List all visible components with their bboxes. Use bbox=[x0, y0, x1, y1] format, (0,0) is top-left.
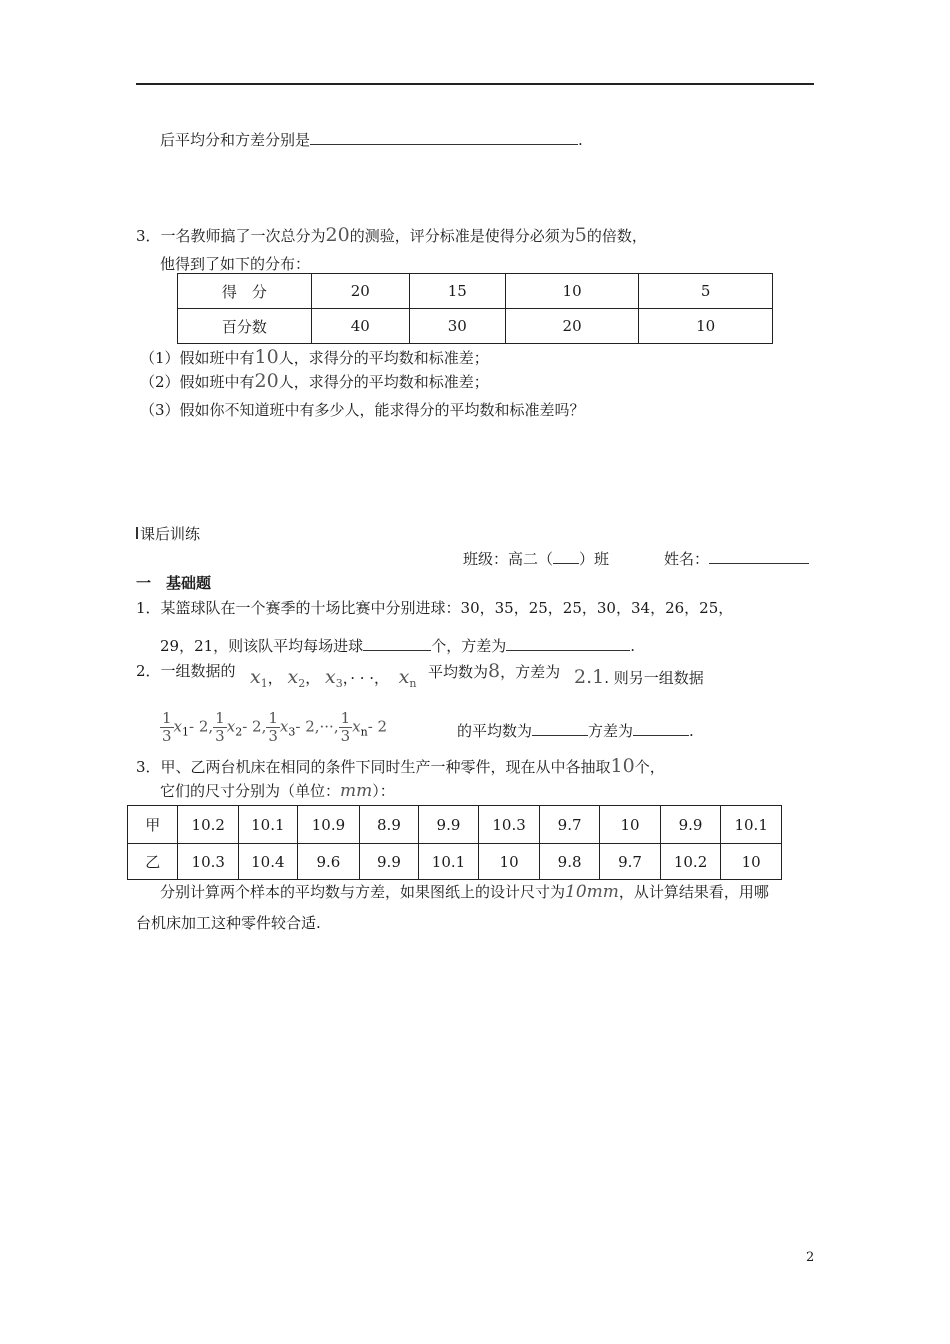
header-rule bbox=[136, 83, 814, 85]
table-cell: 20 bbox=[311, 274, 409, 309]
table-cell: 9.9 bbox=[660, 806, 721, 844]
table-cell: 得 分 bbox=[178, 274, 312, 309]
table-cell: 10.3 bbox=[178, 844, 239, 880]
table-cell: 20 bbox=[505, 309, 639, 344]
p3-line2: 它们的尺寸分别为（单位：mm）： bbox=[160, 781, 395, 801]
table-cell: 10.3 bbox=[479, 806, 540, 844]
table-cell: 9.7 bbox=[600, 844, 660, 880]
table-cell: 10.1 bbox=[239, 806, 298, 844]
table-cell: 9.7 bbox=[539, 806, 599, 844]
p3-line3: 分别计算两个样本的平均数与方差，如果图纸上的设计尺寸为10mm，从计算结果看，用哪 bbox=[160, 882, 769, 902]
table-cell: 15 bbox=[409, 274, 505, 309]
table-cell: 10 bbox=[479, 844, 540, 880]
p2-line2-rest: 的平均数为 方差为 . bbox=[457, 722, 694, 740]
p2-variance: 2.1. 则另一组数据 bbox=[574, 666, 704, 688]
table-cell: 甲 bbox=[128, 806, 178, 844]
p1-line2: 29，21，则该队平均每场进球 个，方差为 . bbox=[160, 637, 635, 655]
p2-line1-rest: 平均数为8，方差为 bbox=[428, 660, 561, 682]
table-cell: 10 bbox=[721, 844, 782, 880]
q3-line2: 他得到了如下的分布： bbox=[160, 255, 311, 273]
table-cell: 9.8 bbox=[539, 844, 599, 880]
class-blank[interactable] bbox=[553, 563, 579, 564]
table-cell: 9.6 bbox=[297, 844, 360, 880]
name-blank[interactable] bbox=[709, 563, 809, 564]
table-cell: 8.9 bbox=[360, 806, 418, 844]
table-cell: 百分数 bbox=[178, 309, 312, 344]
table-cell: 10.9 bbox=[297, 806, 360, 844]
table-cell: 10.4 bbox=[239, 844, 298, 880]
class-field: 班级：高二（ ）班 bbox=[463, 550, 610, 568]
table-cell: 9.9 bbox=[418, 806, 479, 844]
top-line: 后平均分和方差分别是 . bbox=[160, 131, 583, 149]
p2-data-vars: $x_1$， $x_2$， $x_3$，· · ·， $x_n$ bbox=[250, 666, 417, 690]
score-distribution-table bbox=[177, 273, 773, 344]
q3-sub3: （3）假如你不知道班中有多少人，能求得分的平均数和标准差吗？ bbox=[140, 401, 585, 419]
table-cell: 30 bbox=[409, 309, 505, 344]
q3-sub1: （1）假如班中有10人，求得分的平均数和标准差； bbox=[140, 346, 489, 368]
p2-expression: $\frac{1}{3}$ $x_1-$ 2, $\frac{1}{3}$ $x_2-$ 2, $\frac{1}{3}$ $x_3-$ 2,···, $\frac{1}{3}$ $x_n-$ 2 bbox=[162, 709, 388, 745]
machine-parts-table bbox=[127, 805, 782, 880]
table-cell: 10.2 bbox=[178, 806, 239, 844]
p2-line1: 2．一组数据的 bbox=[136, 662, 236, 680]
table-cell: 10.1 bbox=[418, 844, 479, 880]
table-cell: 10.2 bbox=[660, 844, 721, 880]
table-cell: 10 bbox=[600, 806, 660, 844]
p3-line4: 台机床加工这种零件较合适. bbox=[136, 914, 321, 932]
table-cell: 40 bbox=[311, 309, 409, 344]
table-cell: 乙 bbox=[128, 844, 178, 880]
answer-blank[interactable] bbox=[506, 650, 630, 651]
basic-section-title: 一 基础题 bbox=[136, 574, 212, 592]
answer-blank[interactable] bbox=[633, 735, 689, 736]
p3-line1: 3．甲、乙两台机床在相同的条件下同时生产一种零件，现在从中各抽取10个， bbox=[136, 755, 665, 777]
answer-blank[interactable] bbox=[310, 144, 578, 145]
name-field: 姓名： bbox=[664, 548, 809, 569]
q3-sub2: （2）假如班中有20人，求得分的平均数和标准差； bbox=[140, 370, 489, 392]
section-heading: 课后训练 bbox=[136, 523, 200, 544]
table-cell: 10.1 bbox=[721, 806, 782, 844]
page-number: 2 bbox=[806, 1250, 815, 1265]
table-cell: 10 bbox=[639, 309, 773, 344]
answer-blank[interactable] bbox=[532, 735, 588, 736]
answer-blank[interactable] bbox=[363, 650, 431, 651]
table-cell: 5 bbox=[639, 274, 773, 309]
table-cell: 10 bbox=[505, 274, 639, 309]
p1-line1: 1．某篮球队在一个赛季的十场比赛中分别进球：30，35，25，25，30，34，26，25， bbox=[136, 599, 734, 617]
table-cell: 9.9 bbox=[360, 844, 418, 880]
q3-line1: 3．一名教师搞了一次总分为20的测验，评分标准是使得分必须为5的倍数， bbox=[136, 224, 647, 246]
